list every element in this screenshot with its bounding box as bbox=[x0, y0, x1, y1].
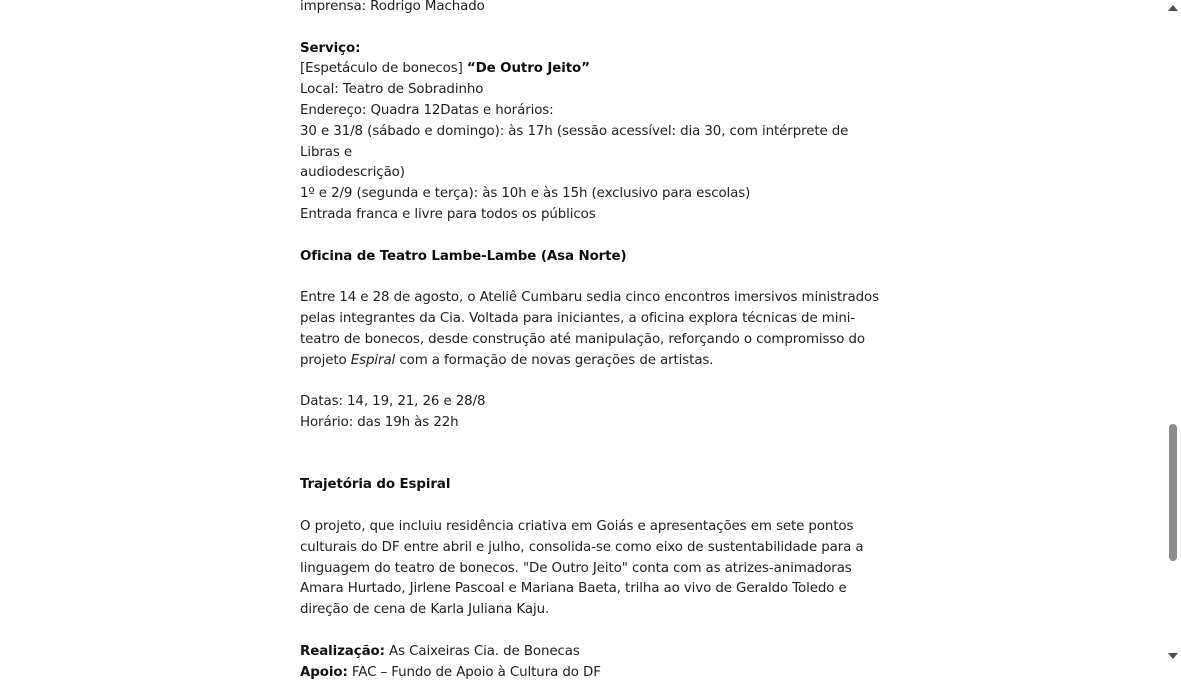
apoio-value: FAC – Fundo de Apoio à Cultura do DF bbox=[352, 665, 601, 680]
realizacao-value: As Caixeiras Cia. de Bonecas bbox=[389, 644, 580, 659]
article-body bbox=[300, 0, 880, 683]
oficina-para-after: com a formação de novas gerações de artistas. bbox=[399, 353, 713, 368]
credit-realizacao bbox=[300, 642, 880, 663]
credit-apoio bbox=[300, 663, 880, 683]
scrollbar-thumb[interactable] bbox=[1169, 424, 1177, 561]
servico-show-line bbox=[300, 59, 880, 80]
servico-dates-line1-cont: audiodescrição) bbox=[300, 163, 880, 184]
servico-type: [Espetáculo de bonecos] bbox=[300, 61, 463, 76]
oficina-para-em: Espiral bbox=[351, 353, 395, 368]
scroll-up-arrow-icon[interactable] bbox=[1168, 5, 1178, 11]
servico-show-title: “De Outro Jeito” bbox=[467, 61, 590, 76]
servico-local: Local: Teatro de Sobradinho bbox=[300, 80, 880, 101]
intro-tail: imprensa: Rodrigo Machado bbox=[300, 0, 880, 18]
scroll-down-arrow-icon[interactable] bbox=[1168, 653, 1178, 659]
vertical-scrollbar[interactable] bbox=[1166, 0, 1181, 664]
oficina-horario: Horário: das 19h às 22h bbox=[300, 413, 880, 434]
servico-endereco: Endereço: Quadra 12Datas e horários: bbox=[300, 101, 880, 122]
oficina-heading: Oficina de Teatro Lambe-Lambe (Asa Norte) bbox=[300, 249, 627, 264]
trajetoria-heading: Trajetória do Espiral bbox=[300, 477, 450, 492]
servico-entrada: Entrada franca e livre para todos os públicos bbox=[300, 205, 880, 226]
servico-dates-line2: 1º e 2/9 (segunda e terça): às 10h e às 15h (exclusivo para escolas) bbox=[300, 184, 880, 205]
realizacao-label: Realização: bbox=[300, 644, 385, 659]
oficina-para-before: Entre 14 e 28 de agosto, o Ateliê Cumbaru sedia cinco encontros imersivos ministrados pelas integrantes da Cia. Voltada para iniciantes, a oficina explora técnicas de mini-teatro de bonecos, desde construção até manipulação, reforçando o compromisso do projeto bbox=[300, 290, 879, 367]
oficina-paragraph bbox=[300, 288, 880, 371]
trajetoria-paragraph: O projeto, que incluiu residência criativa em Goiás e apresentações em sete pontos culturais do DF entre abril e julho, consolida-se como eixo de sustentabilidade para a linguagem do teatro de bonecos. "De Outro Jeito" conta com as atrizes-animadoras Amara Hurtado, Jirlene Pascoal e Mariana Baeta, trilha ao vivo de Geraldo Toledo e direção de cena de Karla Juliana Kaju. bbox=[300, 517, 880, 621]
apoio-label: Apoio: bbox=[300, 665, 348, 680]
servico-heading: Serviço: bbox=[300, 41, 360, 56]
oficina-datas: Datas: 14, 19, 21, 26 e 28/8 bbox=[300, 392, 880, 413]
servico-dates-line1: 30 e 31/8 (sábado e domingo): às 17h (sessão acessível: dia 30, com intérprete de Libras e bbox=[300, 122, 880, 164]
